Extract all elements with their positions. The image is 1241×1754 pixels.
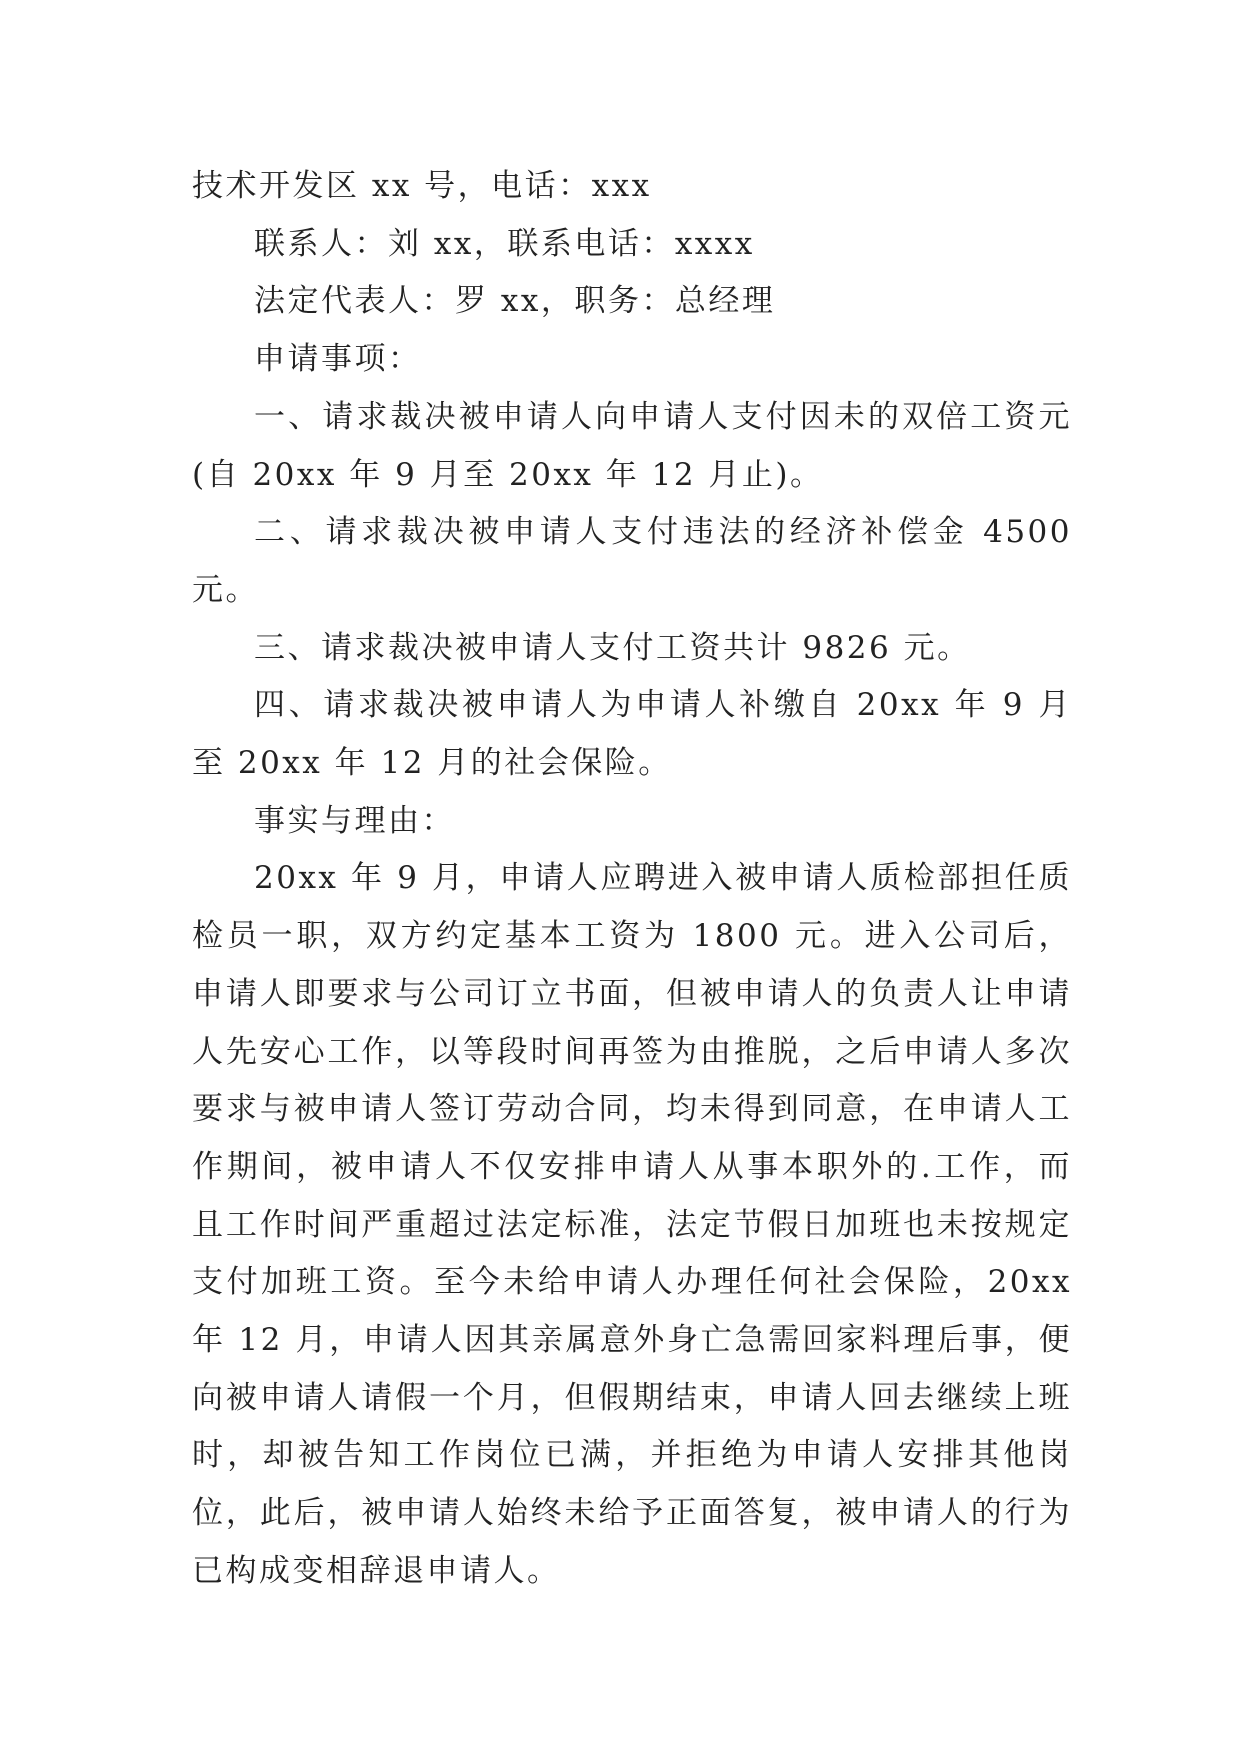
- heading-facts-and-reasons: 事实与理由：: [254, 802, 455, 839]
- paragraph-contact-person: 联系人：刘 xx，联系电话：xxxx: [254, 225, 755, 262]
- claim-item-2: 二、请求裁决被申请人支付违法的经济补偿金 4500 元。: [192, 514, 1072, 608]
- paragraph-facts-body: 20xx 年 9 月，申请人应聘进入被申请人质检部担任质检员一职，双方约定基本工资为 1800 元。进入公司后，申请人即要求与公司订立书面，但被申请人的负责人让申请人先安心工作，以等段时间再签为由推脱，之后申请人多次要求与被申请人签订劳动合同，均未得到同意，在申请人工作期间，被申请人不仅安排申请人从事本职外的.工作，而且工作时间严重超过法定标准，法定节假日加班也未按规定支付加班工资。至今未给申请人办理任何社会保险，20xx 年 12 月，申请人因其亲属意外身亡急需回家料理后事，便向被申请人请假一个月，但假期结束，申请人回去继续上班时，却被告知工作岗位已满，并拒绝为申请人安排其他岗位，此后，被申请人始终未给予正面答复，被申请人的行为已构成变相辞退申请人。: [192, 860, 1072, 1589]
- heading-application-items: 申请事项：: [254, 341, 422, 378]
- paragraph-address-phone: 技术开发区 xx 号，电话：xxx: [192, 168, 652, 204]
- document-body: [192, 158, 1072, 1601]
- claim-item-1: 一、请求裁决被申请人向申请人支付因未的双倍工资元(自 20xx 年 9 月至 20xx 年 12 月止)。: [192, 398, 1072, 493]
- paragraph-legal-representative: 法定代表人：罗 xx，职务：总经理: [254, 283, 776, 320]
- claim-item-4: 四、请求裁决被申请人为申请人补缴自 20xx 年 9 月至 20xx 年 12 月的社会保险。: [192, 687, 1072, 782]
- claim-item-3: 三、请求裁决被申请人支付工资共计 9826 元。: [254, 629, 971, 666]
